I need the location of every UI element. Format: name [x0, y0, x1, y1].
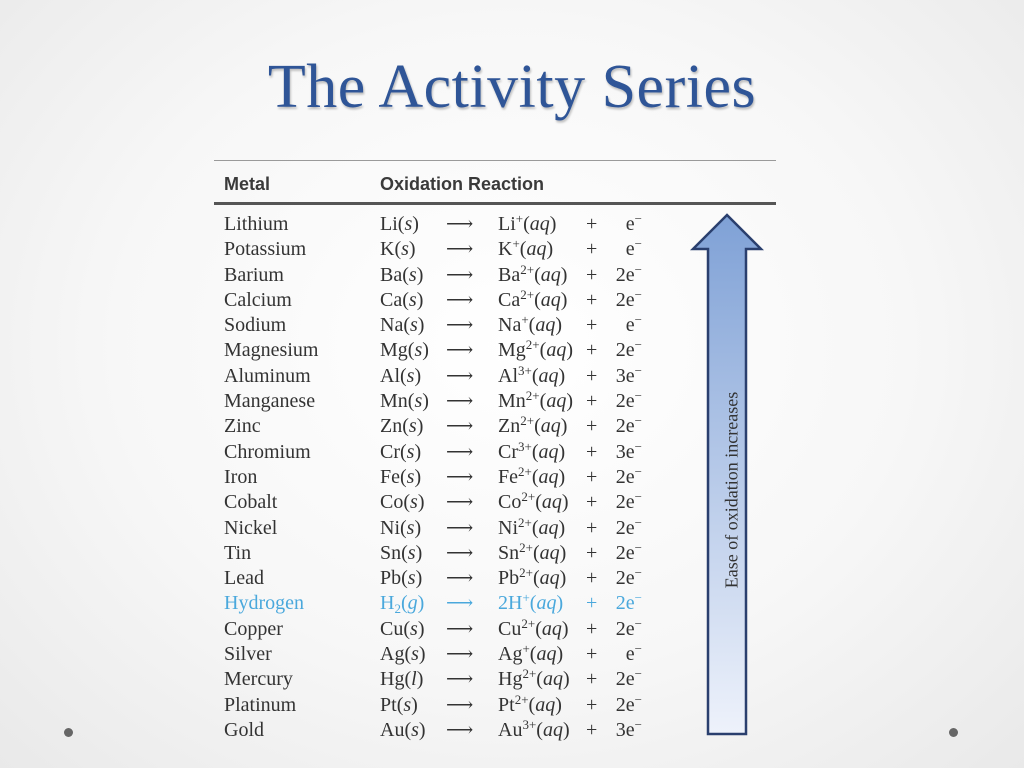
reactant: Pb(s) [380, 567, 423, 590]
product-ion: $Au^{3+}(aq)$ [498, 716, 570, 741]
product-ion: $Fe^{2+}(aq)$ [498, 463, 566, 488]
plus-sign: + [586, 390, 598, 413]
electrons: 2e− [615, 337, 642, 362]
reactant: Pt(s) [380, 693, 418, 716]
electrons: 2e− [615, 413, 642, 438]
slide-title: The Activity Series [267, 53, 757, 121]
electrons: 2e− [615, 489, 642, 514]
arrow-label-text: Ease of oxidation increases [721, 391, 742, 589]
reactant: K(s) [380, 238, 416, 261]
metal-name: Chromium [224, 440, 311, 463]
metal-name: Aluminum [224, 364, 311, 387]
metal-name: Gold [224, 718, 264, 741]
metal-name: Silver [224, 643, 272, 666]
metal-name: Zinc [224, 415, 261, 438]
metal-name: Copper [224, 617, 283, 640]
metal-name: Mercury [224, 668, 293, 691]
reaction-arrow-icon: ⟶ [446, 618, 474, 640]
plus-sign: + [586, 541, 598, 564]
metal-name: Calcium [224, 288, 292, 311]
reactant: Sn(s) [380, 541, 423, 564]
metal-name: Platinum [224, 693, 297, 716]
product-ion: K+(aq) [498, 236, 554, 261]
plus-sign: + [586, 288, 598, 311]
metal-name: Iron [224, 465, 258, 488]
reaction-arrow-icon: ⟶ [446, 694, 474, 716]
electrons: e− [625, 236, 642, 261]
plus-sign: + [586, 314, 598, 337]
corner-dot-right [949, 728, 958, 737]
electrons: 3e− [615, 362, 642, 387]
product-ion: Ag+(aq) [498, 641, 564, 666]
corner-dot-left [64, 728, 73, 737]
reaction-arrow-icon: ⟶ [446, 644, 474, 666]
reaction-arrow-icon: ⟶ [446, 669, 474, 691]
electrons: 2e− [615, 691, 642, 716]
electrons: e− [625, 312, 642, 337]
plus-sign: + [586, 238, 598, 261]
reaction-arrow-icon: ⟶ [446, 568, 474, 590]
reactant: Hg(l) [380, 668, 424, 691]
product-ion: $Cr^{3+}(aq)$ [498, 438, 566, 463]
electrons: 2e− [615, 388, 642, 413]
product-ion: $Ni^{2+}(aq)$ [498, 514, 566, 539]
electrons: 2e− [615, 286, 642, 311]
product-ion: Na+(aq) [498, 312, 563, 337]
metal-name: Nickel [224, 516, 278, 539]
reactant: Au(s) [380, 718, 426, 741]
reactant: Mn(s) [380, 390, 429, 413]
product-ion: $Ba^{2+}(aq)$ [498, 261, 568, 286]
reaction-arrow-icon: ⟶ [446, 289, 474, 311]
reactant: Co(s) [380, 491, 425, 514]
electrons: 2e− [615, 463, 642, 488]
product-ion: $Hg^{2+}(aq)$ [498, 666, 570, 691]
reaction-arrow-icon: ⟶ [446, 391, 474, 413]
reactant: Na(s) [380, 314, 425, 337]
reactant: Cr(s) [380, 440, 422, 463]
metal-name: Sodium [224, 314, 287, 337]
plus-sign: + [586, 693, 598, 716]
product-ion: $Sn^{2+}(aq)$ [498, 539, 567, 564]
plus-sign: + [586, 718, 598, 741]
metal-name: Manganese [224, 390, 316, 413]
electrons: e− [625, 211, 642, 235]
reaction-arrow-icon: ⟶ [446, 593, 474, 615]
product-ion: $Al^{3+}(aq)$ [498, 362, 566, 387]
reaction-arrow-icon: ⟶ [446, 264, 474, 286]
plus-sign: + [586, 415, 598, 438]
plus-sign: + [586, 263, 598, 286]
plus-sign: + [586, 213, 598, 235]
electrons: 3e− [615, 716, 642, 741]
reaction-arrow-icon: ⟶ [446, 365, 474, 387]
header-oxidation-reaction: Oxidation Reaction [380, 174, 545, 194]
reaction-arrow-icon: ⟶ [446, 542, 474, 564]
metal-name: Barium [224, 263, 284, 286]
reaction-arrow-icon: ⟶ [446, 239, 474, 261]
metal-name: Lithium [224, 213, 289, 235]
plus-sign: + [586, 516, 598, 539]
plus-sign: + [586, 643, 598, 666]
plus-sign: + [586, 465, 598, 488]
reactant: Li(s) [380, 213, 419, 235]
metal-name: Magnesium [224, 339, 319, 362]
header-metal: Metal [224, 174, 271, 194]
electrons: 2e− [615, 565, 642, 590]
plus-sign: + [586, 567, 598, 590]
reaction-arrow-icon: ⟶ [446, 315, 474, 337]
table-header-rule [214, 202, 776, 205]
electrons: 2e− [615, 539, 642, 564]
plus-sign: + [586, 440, 598, 463]
electrons: 2e− [615, 615, 642, 640]
metal-name: Hydrogen [224, 592, 304, 615]
plus-sign: + [586, 617, 598, 640]
reaction-arrow-icon: ⟶ [446, 340, 474, 362]
product-ion: $Pt^{2+}(aq)$ [498, 691, 562, 716]
product-ion: $Mn^{2+}(aq)$ [498, 388, 573, 413]
metal-name: Lead [224, 567, 264, 590]
reaction-arrow-icon: ⟶ [446, 416, 474, 438]
plus-sign: + [586, 592, 598, 615]
product-ion: $Mg^{2+}(aq)$ [498, 337, 573, 362]
reactant: Cu(s) [380, 617, 425, 640]
plus-sign: + [586, 491, 598, 514]
electrons: 2e− [615, 261, 642, 286]
reactant: Ba(s) [380, 263, 424, 286]
reaction-arrow-icon: ⟶ [446, 441, 474, 463]
metal-name: Cobalt [224, 491, 278, 514]
product-ion: $Zn^{2+}(aq)$ [498, 413, 568, 438]
reactant: Fe(s) [380, 465, 422, 488]
reaction-arrow-icon: ⟶ [446, 214, 474, 235]
product-ion: $Pb^{2+}(aq)$ [498, 565, 567, 590]
product-ion: $Co^{2+}(aq)$ [498, 489, 569, 514]
product-ion: $Cu^{2+}(aq)$ [498, 615, 569, 640]
plus-sign: + [586, 339, 598, 362]
electrons: 2e− [615, 590, 642, 615]
product-ion: Li+(aq) [498, 211, 557, 235]
electrons: 2e− [615, 514, 642, 539]
product-ion: 2H+(aq) [498, 590, 564, 615]
reactant: Zn(s) [380, 415, 424, 438]
electrons: 2e− [615, 666, 642, 691]
metal-name: Tin [224, 541, 252, 564]
electrons: e− [625, 641, 642, 666]
reaction-arrow-icon: ⟶ [446, 517, 474, 539]
reactant: Ag(s) [380, 643, 426, 666]
metal-name: Potassium [224, 238, 307, 261]
reaction-arrow-icon: ⟶ [446, 466, 474, 488]
reactant: Ni(s) [380, 516, 422, 539]
reactant: Mg(s) [380, 339, 429, 362]
reaction-arrow-icon: ⟶ [446, 719, 474, 741]
reactant: Ca(s) [380, 288, 424, 311]
electrons: 3e− [615, 438, 642, 463]
plus-sign: + [586, 668, 598, 691]
reactant: Al(s) [380, 364, 422, 387]
plus-sign: + [586, 364, 598, 387]
reactant: $H_2(g)$ [380, 592, 425, 617]
product-ion: $Ca^{2+}(aq)$ [498, 286, 568, 311]
reaction-arrow-icon: ⟶ [446, 492, 474, 514]
table-top-rule [214, 160, 776, 161]
